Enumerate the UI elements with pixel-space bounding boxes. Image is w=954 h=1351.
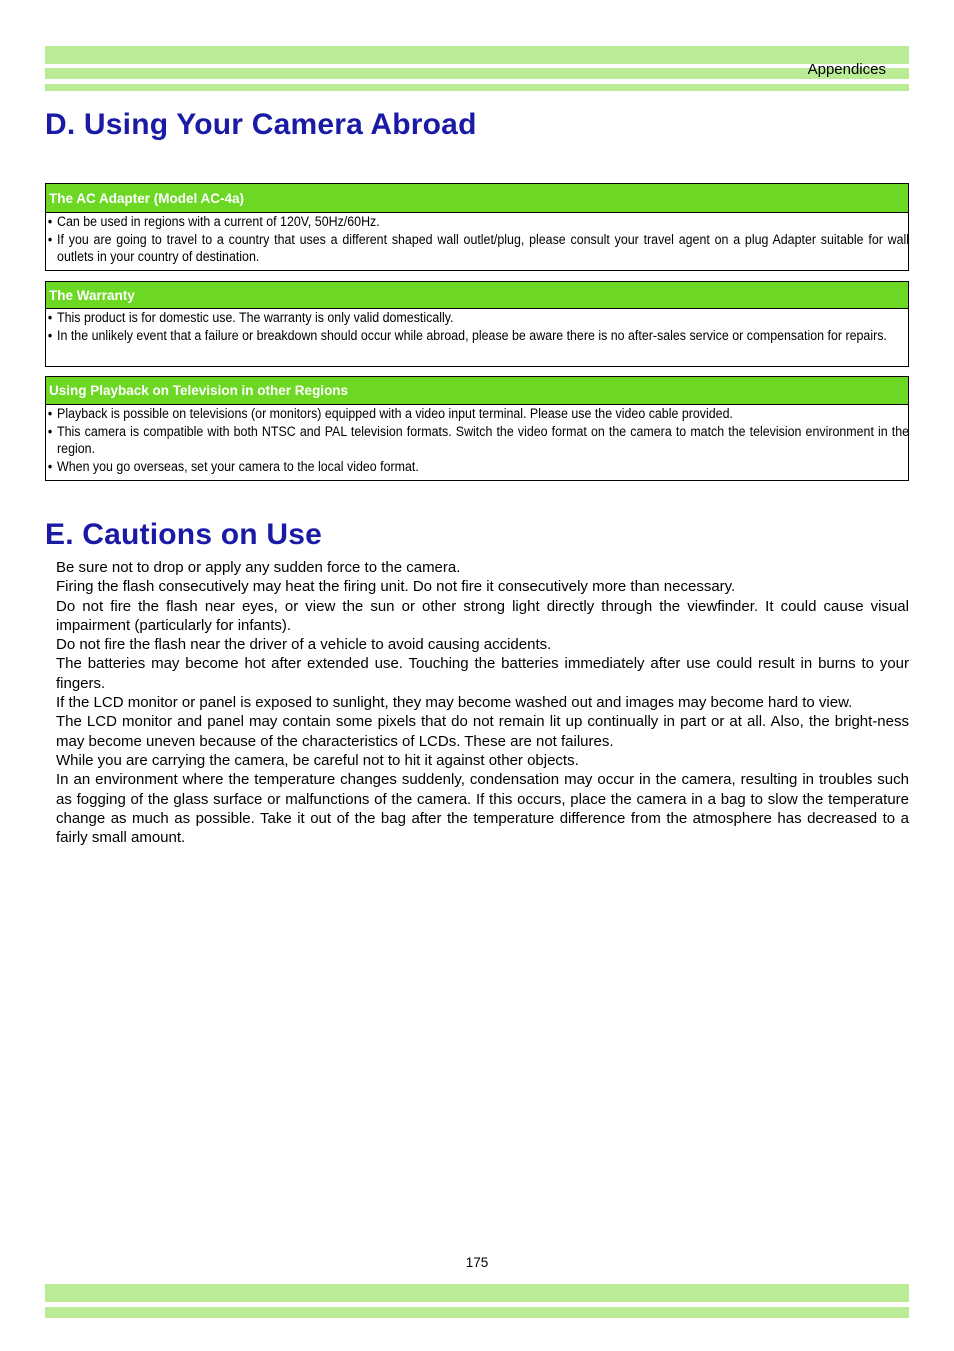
caution-paragraph: Be sure not to drop or apply any sudden force to the camera. [56,559,461,576]
info-box-heading: The AC Adapter (Model AC-4a) [46,184,908,213]
footer-band-top [45,1284,909,1302]
caution-paragraph: While you are carrying the camera, be careful not to hit it against other objects. [56,751,579,769]
header-band-middle [45,68,909,79]
caution-paragraph: If the LCD monitor or panel is exposed to sunlight, they may become washed out and images may become hard to view. [56,694,853,712]
caution-paragraph: The LCD monitor and panel may contain some pixels that do not remain lit up continually in part or at all. Also, the bright-ness may become uneven because of the characteristics of LCDs. These are not failures. [56,713,909,750]
section-d-title: D. Using Your Camera Abroad [45,108,477,141]
list-item: • This product is for domestic use. The warranty is only valid domestically. [47,310,454,325]
footer-band-bottom [45,1307,909,1318]
list-item: • This camera is compatible with both NTSC and PAL television formats. Switch the video format on the camera to match the television environment in the region. [47,423,910,456]
info-box-tv-playback [45,376,909,481]
caution-paragraph: Firing the flash consecutively may heat the firing unit. Do not fire it consecutively more than necessary. [56,578,736,596]
section-e-title: E. Cautions on Use [45,518,322,551]
info-box-warranty [45,281,909,367]
list-item: • Playback is possible on televisions (or monitors) equipped with a video input terminal. Please use the video cable provided. [47,406,733,421]
info-box-ac-adapter [45,183,909,271]
info-box-heading: The Warranty [46,282,908,309]
header-section-label: Appendices [807,61,886,78]
caution-paragraph: Do not fire the flash near the driver of a vehicle to avoid causing accidents. [56,636,552,654]
caution-paragraph: Do not fire the flash near eyes, or view the sun or other strong light directly through the viewfinder. It could cause visual impairment (particularly for infants). [56,597,909,634]
cautions-list [56,558,909,847]
header-band-top [45,46,909,64]
list-item: • When you go overseas, set your camera to the local video format. [47,458,419,474]
page-number: 175 [465,1255,489,1270]
caution-paragraph: The batteries may become hot after extended use. Touching the batteries immediately after use could result in burns to your fingers. [56,655,909,692]
caution-paragraph: In an environment where the temperature changes suddenly, condensation may occur in the camera, resulting in troubles such as fogging of the glass surface or malfunctions of the camera. If this occurs, place the camera in a bag to slow the temperature change as much as possible. Take it out of the bag after the temperature difference from the atmosphere has decreased to a fairly small amount. [56,771,909,847]
info-box-heading: Using Playback on Television in other Regions [46,377,908,405]
list-item: • If you are going to travel to a country that uses a different shaped wall outlet/plug, please consult your travel agent on a plug Adapter suitable for wall outlets in your country of destination. [47,231,910,264]
list-item: • Can be used in regions with a current of 120V, 50Hz/60Hz. [47,214,380,229]
list-item: • In the unlikely event that a failure or breakdown should occur while abroad, please be aware there is no after-sales service or compensation for repairs. [47,327,887,343]
header-band-bottom [45,84,909,91]
